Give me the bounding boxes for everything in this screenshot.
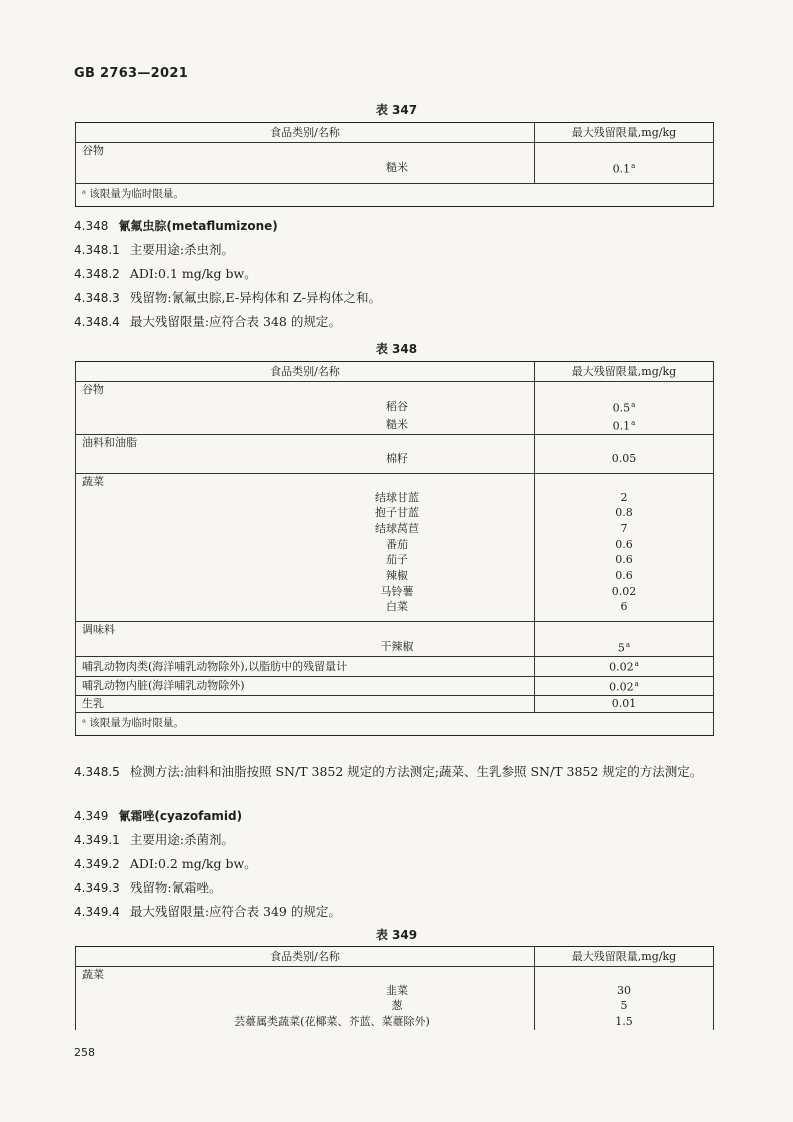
mrl-value: 0.01 bbox=[534, 695, 713, 712]
mrl-value: 5$^a$ bbox=[534, 638, 713, 657]
table-349 bbox=[75, 946, 714, 1030]
food-name: 哺乳动物内脏(海洋哺乳动物除外) bbox=[76, 676, 535, 695]
table-347-note: ᵃ 该限量为临时限量。 bbox=[76, 184, 714, 207]
table-349-header-food: 食品类别/名称 bbox=[76, 947, 535, 967]
mrl-value: 2 bbox=[534, 490, 713, 506]
food-name: 稻谷 bbox=[76, 398, 535, 416]
mrl-value: 5 bbox=[534, 998, 713, 1014]
food-name: 糙米 bbox=[76, 159, 535, 177]
food-name: 棉籽 bbox=[76, 451, 535, 467]
category-label: 油料和油脂 bbox=[76, 435, 535, 451]
paragraph-4-348-5: 4.348.5 检测方法:油料和油脂按照 SN/T 3852 规定的方法测定;蔬菜、生乳参照 SN/T 3852 规定的方法测定。 bbox=[74, 764, 703, 779]
table-348-note: ᵃ 该限量为临时限量。 bbox=[76, 712, 714, 735]
paragraph-4-349-2: 4.349.2 ADI:0.2 mg/kg bw。 bbox=[74, 856, 257, 871]
mrl-value: 0.05 bbox=[534, 451, 713, 467]
table-349-caption: 表 349 bbox=[375, 928, 418, 942]
mrl-value: 0.8 bbox=[534, 505, 713, 521]
mrl-value: 0.1$^a$ bbox=[534, 416, 713, 435]
category-label: 蔬菜 bbox=[76, 473, 535, 489]
table-348-caption: 表 348 bbox=[375, 342, 418, 356]
footnote-mark: a bbox=[631, 400, 636, 409]
category-label: 蔬菜 bbox=[76, 967, 535, 983]
category-label: 谷物 bbox=[76, 143, 535, 159]
section-4-348-heading: 4.348 氰氟虫腙(metaflumizone) bbox=[74, 219, 278, 233]
mrl-value: 0.02 bbox=[534, 584, 713, 600]
mrl-value: 0.5$^a$ bbox=[534, 398, 713, 416]
table-348 bbox=[75, 361, 714, 736]
section-title: 氰氟虫腙(metaflumizone) bbox=[118, 219, 278, 233]
category-label: 调味料 bbox=[76, 622, 535, 638]
footnote-mark: a bbox=[631, 419, 636, 428]
table-348-header-food: 食品类别/名称 bbox=[76, 362, 535, 382]
table-349-header-mrl: 最大残留限量,mg/kg bbox=[534, 947, 713, 967]
mrl-value: 0.6 bbox=[534, 552, 713, 568]
food-name: 白菜 bbox=[76, 599, 535, 615]
section-4-349-heading: 4.349 氰霜唑(cyazofamid) bbox=[74, 809, 243, 823]
paragraph-4-349-1: 4.349.1 主要用途:杀菌剂。 bbox=[74, 832, 235, 847]
mrl-value: 30 bbox=[534, 983, 713, 999]
food-name: 葱 bbox=[76, 998, 535, 1014]
mrl-value: 0.6 bbox=[534, 537, 713, 553]
food-name: 抱子甘蓝 bbox=[76, 505, 535, 521]
page-number: 258 bbox=[74, 1046, 95, 1059]
food-name: 结球莴苣 bbox=[76, 521, 535, 537]
footnote-mark: a bbox=[631, 161, 636, 170]
food-name: 韭菜 bbox=[76, 983, 535, 999]
mrl-value: 6 bbox=[534, 599, 713, 615]
standard-number: GB 2763—2021 bbox=[74, 66, 189, 81]
table-347-header-food: 食品类别/名称 bbox=[76, 123, 535, 143]
food-name: 干辣椒 bbox=[76, 638, 535, 657]
category-label: 谷物 bbox=[76, 382, 535, 398]
food-name: 番茄 bbox=[76, 537, 535, 553]
food-name: 芸薹属类蔬菜(花椰菜、芥蓝、菜薹除外) bbox=[76, 1014, 535, 1030]
mrl-value: 0.1$^a$ bbox=[534, 159, 713, 177]
paragraph-4-348-2: 4.348.2 ADI:0.1 mg/kg bw。 bbox=[74, 266, 257, 281]
footnote-mark: a bbox=[634, 679, 639, 688]
paragraph-4-348-1: 4.348.1 主要用途:杀虫剂。 bbox=[74, 242, 235, 257]
table-347-caption: 表 347 bbox=[375, 103, 418, 117]
mrl-value: 0.6 bbox=[534, 568, 713, 584]
mrl-value: 1.5 bbox=[534, 1014, 713, 1030]
table-347-header-mrl: 最大残留限量,mg/kg bbox=[534, 123, 713, 143]
footnote-mark: a bbox=[634, 660, 639, 669]
mrl-value: 0.02$^a$ bbox=[534, 676, 713, 695]
food-name: 结球甘蓝 bbox=[76, 490, 535, 506]
mrl-value: 0.02$^a$ bbox=[534, 657, 713, 676]
section-title: 氰霜唑(cyazofamid) bbox=[118, 809, 243, 823]
table-348-header-mrl: 最大残留限量,mg/kg bbox=[534, 362, 713, 382]
paragraph-4-349-4: 4.349.4 最大残留限量:应符合表 349 的规定。 bbox=[74, 904, 341, 919]
food-name: 辣椒 bbox=[76, 568, 535, 584]
paragraph-4-348-4: 4.348.4 最大残留限量:应符合表 348 的规定。 bbox=[74, 314, 341, 329]
food-name: 糙米 bbox=[76, 416, 535, 435]
paragraph-4-348-3: 4.348.3 残留物:氰氟虫腙,E-异构体和 Z-异构体之和。 bbox=[74, 290, 381, 305]
food-name: 生乳 bbox=[76, 695, 535, 712]
table-347 bbox=[75, 122, 714, 207]
food-name: 哺乳动物肉类(海洋哺乳动物除外),以脂肪中的残留量计 bbox=[76, 657, 535, 676]
footnote-mark: a bbox=[625, 640, 631, 649]
food-name: 茄子 bbox=[76, 552, 535, 568]
paragraph-4-349-3: 4.349.3 残留物:氰霜唑。 bbox=[74, 880, 222, 895]
mrl-value: 7 bbox=[534, 521, 713, 537]
food-name: 马铃薯 bbox=[76, 584, 535, 600]
